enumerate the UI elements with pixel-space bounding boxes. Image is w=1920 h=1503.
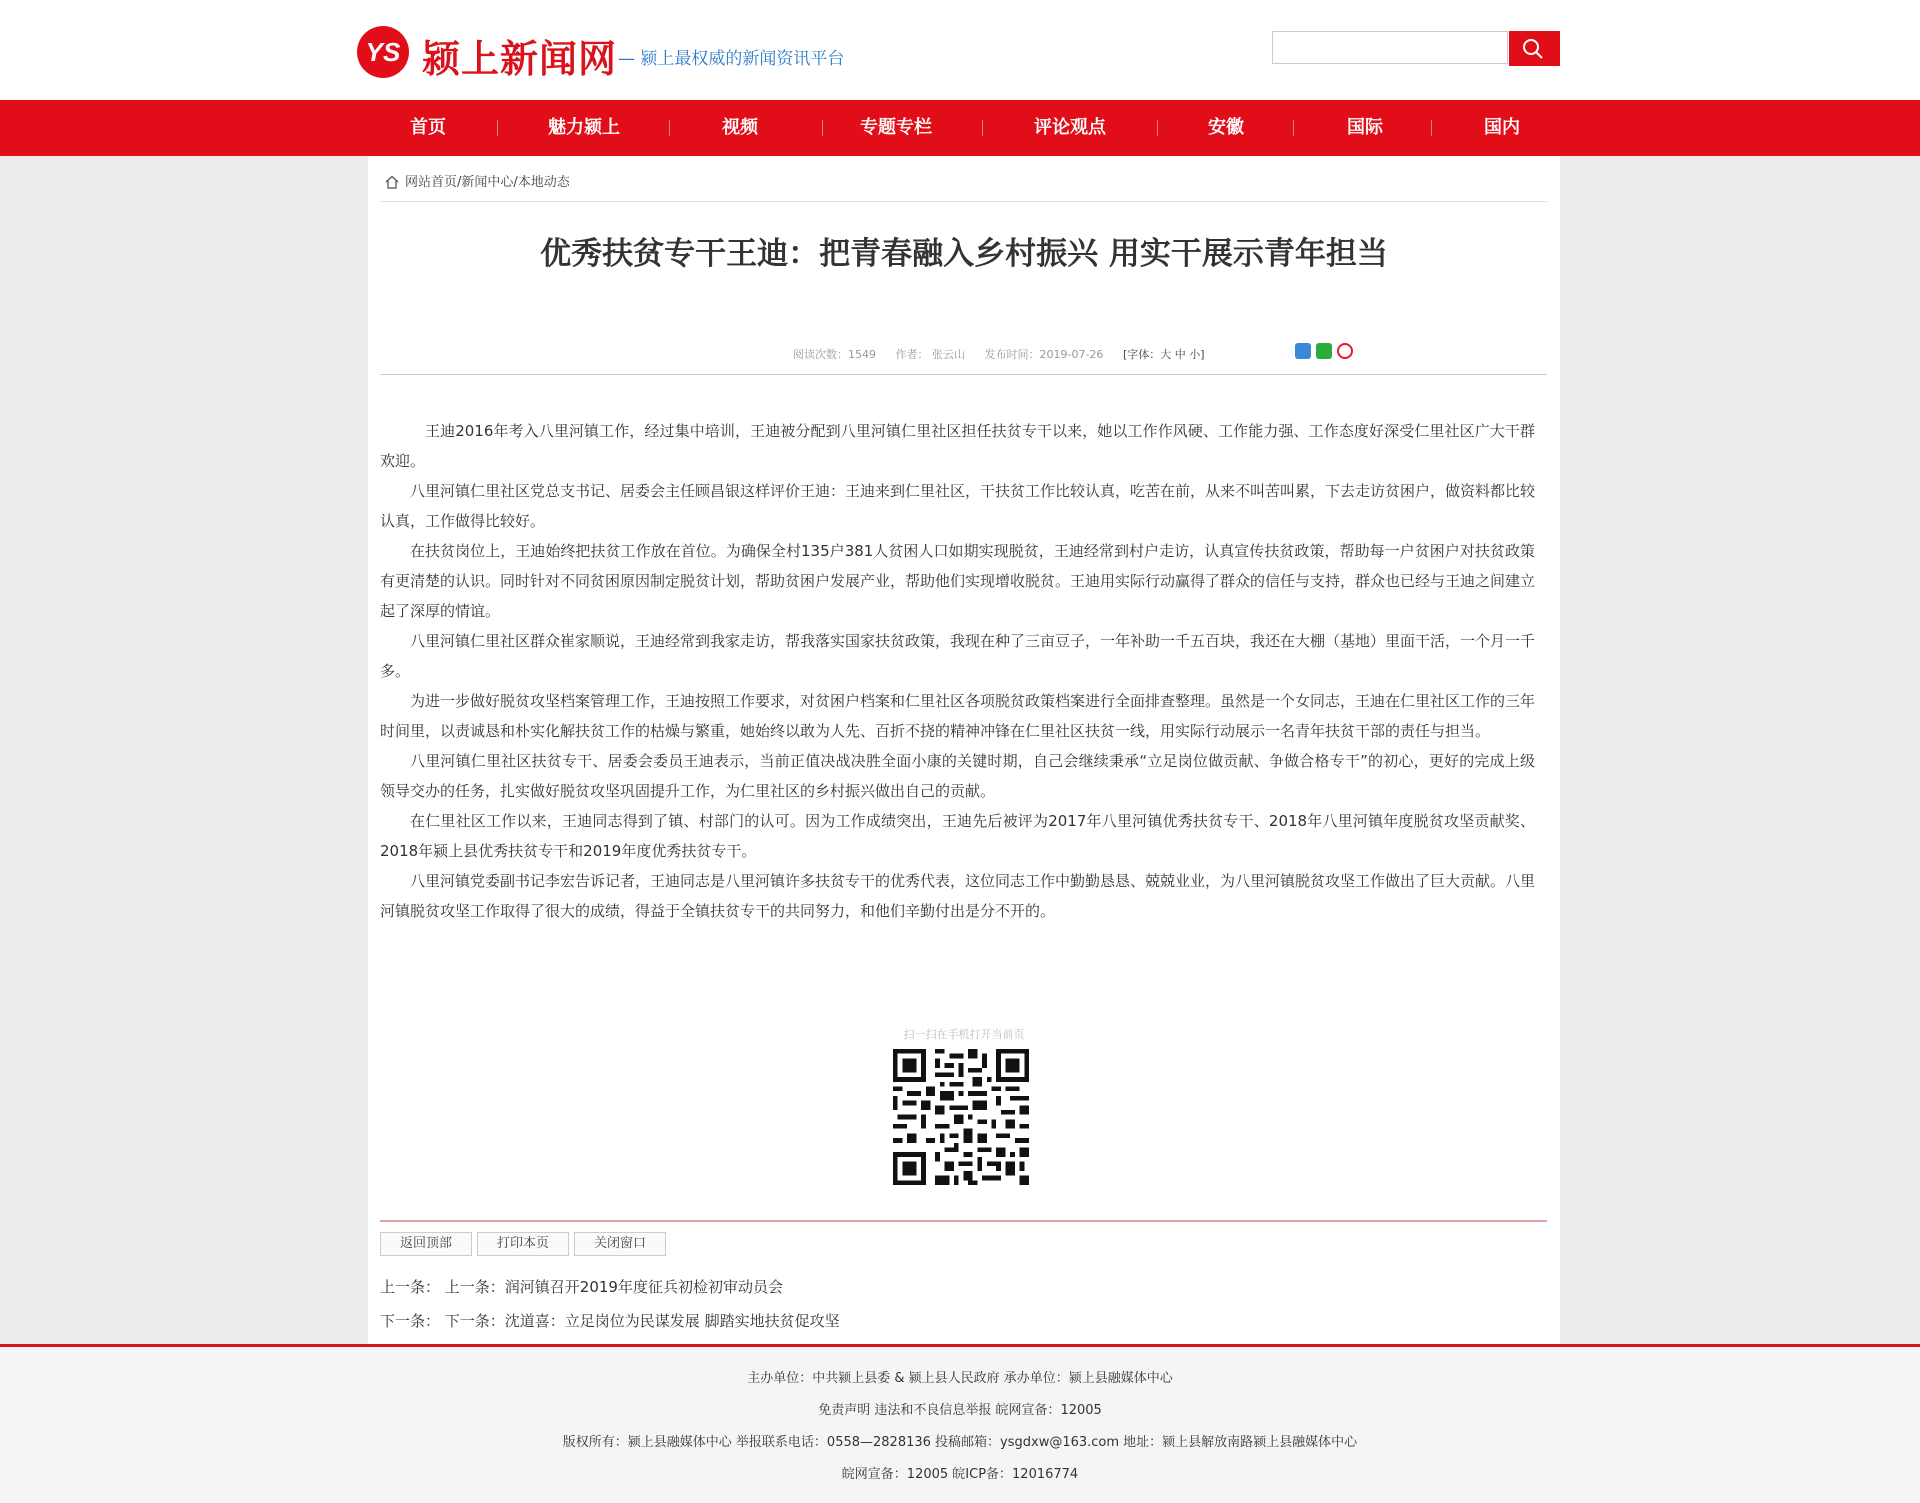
nav-item-intl[interactable]: 国际 [1347,117,1383,138]
wechat-icon[interactable] [1316,343,1332,359]
main-nav [0,100,1920,156]
next-label: 下一条： [380,1312,441,1330]
print-page-button[interactable]: 打印本页 [477,1232,569,1256]
nav-item-anhui[interactable]: 安徽 [1208,117,1244,138]
nav-divider [497,120,498,136]
home-icon[interactable] [385,175,399,193]
close-window-button[interactable]: 关闭窗口 [574,1232,666,1256]
share-buttons [1295,340,1358,359]
next-article-link[interactable]: 下一条：沈道喜：立足岗位为民谋发展 脚踏实地扶贫促攻坚 [444,1312,840,1330]
site-name[interactable]: 颍上新闻网 [422,37,618,81]
nav-item-home[interactable]: 首页 [410,117,446,138]
footer-sponsor: 主办单位：中共颍上县委 & 颍上县人民政府 承办单位：颍上县融媒体中心 [747,1371,1173,1386]
site-logo-icon[interactable]: YS [357,26,409,78]
share-more-icon[interactable] [1295,343,1311,359]
article-paragraph: 在扶贫岗位上，王迪始终把扶贫工作放在首位。为确保全村135户381人贫困人口如期实现脱贫，王迪经常到村户走访，认真宣传扶贫政策，帮助每一户贫困户对扶贫政策有更清楚的认识。同时针对不同贫困原因制定脱贫计划，帮助贫困户发展产业，帮助他们实现增收脱贫。王迪用实际行动赢得了群众的信任与支持，群众也已经与王迪之间建立起了深厚的情谊。 [380,542,1536,620]
author: 作者： 张云山 [895,348,965,361]
nav-item-opinion[interactable]: 评论观点 [1034,117,1106,138]
search-button[interactable] [1509,31,1560,66]
article-paragraph: 八里河镇党委副书记李宏告诉记者，王迪同志是八里河镇许多扶贫专干的优秀代表，这位同志工作中勤勤恳恳、兢兢业业，为八里河镇脱贫攻坚工作做出了巨大贡献。八里河镇脱贫攻坚工作取得了很大的成绩，得益于全镇扶贫专干的共同努力，和他们辛勤付出是分不开的。 [380,872,1536,920]
font-size-switcher[interactable]: [字体：大 中 小] [1122,348,1205,361]
nav-divider [1431,120,1432,136]
site-slogan: — 颍上最权威的新闻资讯平台 [618,49,845,69]
divider [380,201,1547,202]
article-paragraph: 八里河镇仁里社区群众崔家顺说，王迪经常到我家走访，帮我落实国家扶贫政策，我现在种了三亩豆子，一年补助一千五百块，我还在大棚（基地）里面干活，一个月一千多。 [380,632,1536,680]
nav-item-video[interactable]: 视频 [722,117,758,138]
article-paragraph: 八里河镇仁里社区党总支书记、居委会主任顾昌银这样评价王迪：王迪来到仁里社区，干扶贫工作比较认真，吃苦在前，从来不叫苦叫累，下去走访贫困户，做资料都比较认真，工作做得比较好。 [380,482,1536,530]
divider [380,374,1547,375]
article-paragraph: 王迪2016年考入八里河镇工作，经过集中培训，王迪被分配到八里河镇仁里社区担任扶贫专干以来，她以工作作风硬、工作能力强、工作态度好深受仁里社区广大干群欢迎。 [380,422,1535,470]
weibo-icon[interactable] [1337,343,1353,359]
prev-label: 上一条： [380,1278,441,1296]
qr-code-icon [893,1049,1029,1185]
article-title: 优秀扶贫专干王迪：把青春融入乡村振兴 用实干展示青年担当 [540,236,1388,272]
article-body [380,416,1535,926]
footer-copyright: 版权所有：颍上县融媒体中心 举报联系电话：0558—2828136 投稿邮箱：ysgdxw@163.com 地址：颍上县解放南路颍上县融媒体中心 [562,1435,1358,1450]
article-meta [793,346,1205,362]
qr-caption: 扫一扫在手机打开当前页 [903,1028,1025,1041]
next-article [380,1310,840,1331]
search-input[interactable] [1272,31,1508,64]
nav-divider [669,120,670,136]
nav-item-charm[interactable]: 魅力颍上 [548,117,620,138]
prev-article [380,1276,783,1297]
search-icon [1522,38,1544,60]
nav-divider [1293,120,1294,136]
site-footer [0,1347,1920,1503]
view-count: 阅读次数：1549 [793,348,876,361]
breadcrumb-path[interactable]: 网站首页/新闻中心/本地动态 [405,175,570,190]
footer-icp: 皖网宣备：12005 皖ICP备：12016774 [841,1467,1079,1482]
nav-item-domestic[interactable]: 国内 [1484,117,1520,138]
back-to-top-button[interactable]: 返回顶部 [380,1232,472,1256]
prev-article-link[interactable]: 上一条：润河镇召开2019年度征兵初检初审动员会 [444,1278,783,1296]
nav-divider [1157,120,1158,136]
footer-disclaimer[interactable]: 免责声明 违法和不良信息举报 皖网宣备：12005 [818,1403,1102,1418]
site-header [0,0,1920,100]
nav-divider [982,120,983,136]
publish-date: 发布时间：2019-07-26 [984,348,1104,361]
article-paragraph: 为进一步做好脱贫攻坚档案管理工作，王迪按照工作要求，对贫困户档案和仁里社区各项脱贫政策档案进行全面排查整理。虽然是一个女同志，王迪在仁里社区工作的三年时间里，以责诚恳和朴实化解扶贫工作的枯燥与繁重，她始终以敢为人先、百折不挠的精神冲锋在仁里社区扶贫一线，用实际行动展示一名青年扶贫干部的责任与担当。 [380,692,1536,740]
article-panel [368,156,1560,1344]
article-paragraph: 在仁里社区工作以来，王迪同志得到了镇、村部门的认可。因为工作成绩突出，王迪先后被评为2017年八里河镇优秀扶贫专干、2018年八里河镇年度脱贫攻坚贡献奖、2018年颍上县优秀扶贫专干和2019年度优秀扶贫专干。 [380,812,1535,860]
nav-divider [822,120,823,136]
divider [380,1220,1547,1222]
breadcrumb [385,171,570,193]
nav-item-special[interactable]: 专题专栏 [860,117,932,138]
article-paragraph: 八里河镇仁里社区扶贫专干、居委会委员王迪表示，当前正值决战决胜全面小康的关键时期，自己会继续秉承“立足岗位做贡献、争做合格专干”的初心，更好的完成上级领导交办的任务，扎实做好脱贫攻坚巩固提升工作，为仁里社区的乡村振兴做出自己的贡献。 [380,752,1535,800]
